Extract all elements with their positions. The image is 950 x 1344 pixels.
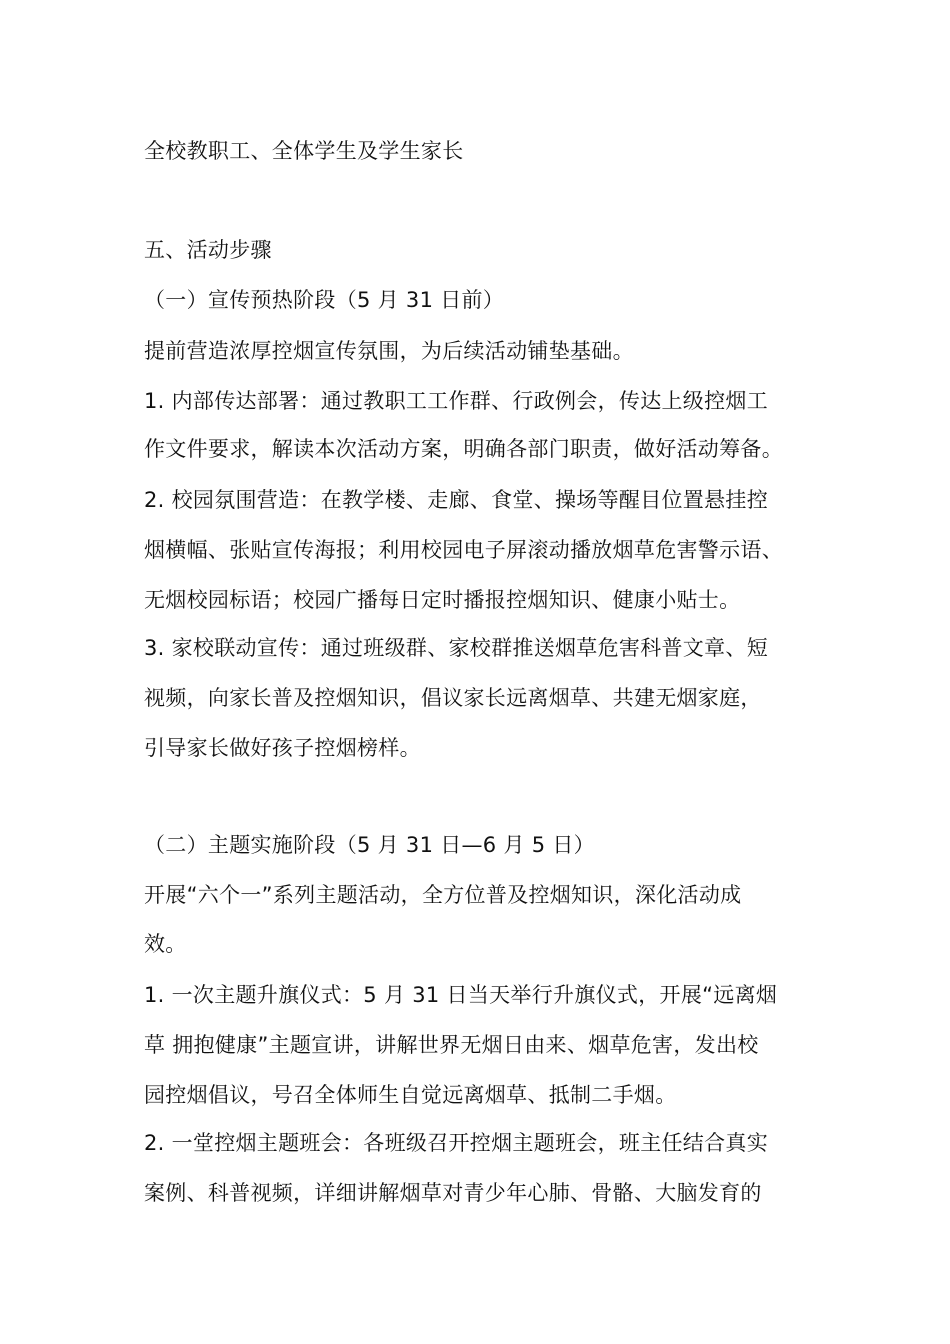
audience-text: 全校教职工、全体学生及学生家长 [144, 139, 464, 163]
phase2-item2-line: 2. 一堂控烟主题班会：各班级召开控烟主题班会，班主任结合真实 [144, 1131, 769, 1155]
phase2-item2-line: 案例、科普视频，详细讲解烟草对青少年心肺、骨骼、大脑发育的 [144, 1181, 762, 1205]
phase1-item1-line: 1. 内部传达部署：通过教职工工作群、行政例会，传达上级控烟工 [144, 389, 769, 413]
phase2-item1-line: 园控烟倡议，号召全体师生自觉远离烟草、抵制二手烟。 [144, 1083, 677, 1107]
phase1-heading: （一）宣传预热阶段（5 月 31 日前） [144, 288, 505, 312]
phase2-heading: （二）主题实施阶段（5 月 31 日—6 月 5 日） [144, 833, 595, 857]
phase1-item3-line: 3. 家校联动宣传：通过班级群、家校群推送烟草危害科普文章、短 [144, 636, 769, 660]
phase1-item2-line: 2. 校园氛围营造：在教学楼、走廊、食堂、操场等醒目位置悬挂控 [144, 488, 769, 512]
phase2-intro-line: 开展“六个一”系列主题活动，全方位普及控烟知识，深化活动成 [144, 883, 742, 907]
phase1-item2-line: 烟横幅、张贴宣传海报；利用校园电子屏滚动播放烟草危害警示语、 [144, 538, 783, 562]
phase2-item1-line: 1. 一次主题升旗仪式：5 月 31 日当天举行升旗仪式，开展“远离烟 [144, 983, 778, 1007]
phase1-item2-line: 无烟校园标语；校园广播每日定时播报控烟知识、健康小贴士。 [144, 588, 741, 612]
phase1-item3-line: 视频，向家长普及控烟知识，倡议家长远离烟草、共建无烟家庭， [144, 686, 762, 710]
phase1-item3-line: 引导家长做好孩子控烟榜样。 [144, 736, 421, 760]
phase1-intro: 提前营造浓厚控烟宣传氛围，为后续活动铺垫基础。 [144, 339, 634, 363]
phase1-item1-line: 作文件要求，解读本次活动方案，明确各部门职责，做好活动筹备。 [144, 437, 783, 461]
phase2-intro-line: 效。 [144, 932, 187, 956]
phase2-item1-line: 草 拥抱健康”主题宣讲，讲解世界无烟日由来、烟草危害，发出校 [144, 1033, 759, 1057]
section-heading: 五、活动步骤 [144, 238, 272, 262]
